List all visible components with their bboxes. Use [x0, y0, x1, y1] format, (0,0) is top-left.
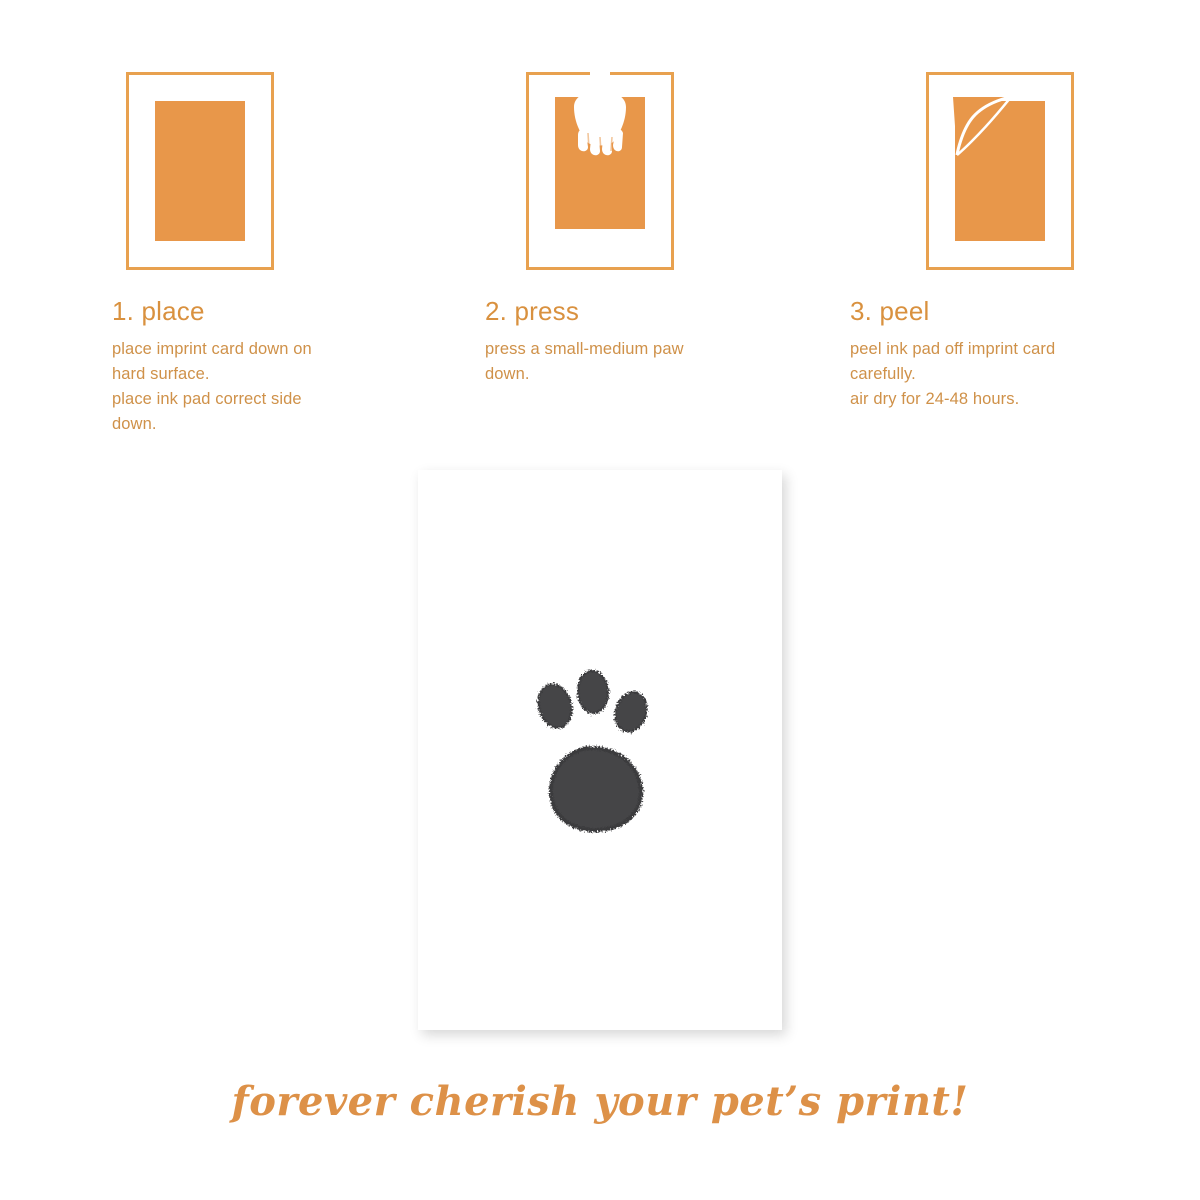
peel-corner-icon — [953, 97, 1013, 159]
step-text-line: place imprint card down on — [112, 340, 312, 358]
step-text-line: press a small-medium paw — [485, 340, 684, 358]
paw-print-result-card — [418, 470, 782, 1030]
step-peel-description — [800, 337, 1200, 412]
step-place — [0, 0, 400, 437]
step-press-title: 2. press — [485, 296, 580, 326]
step-text-line: hard surface. — [112, 365, 210, 383]
ink-pad-shape — [155, 101, 245, 241]
steps-row — [0, 0, 1200, 437]
dog-paw-print-icon — [515, 650, 685, 850]
imprint-card-icon — [126, 72, 274, 270]
step-text-line: down. — [485, 365, 530, 383]
step-place-illustration — [0, 0, 400, 270]
peel-card-icon — [926, 72, 1074, 270]
step-text-line: place ink pad correct side — [112, 390, 302, 408]
paw-hand-icon — [564, 37, 636, 167]
step-text-line: peel ink pad off imprint card — [850, 340, 1056, 358]
step-peel-illustration — [800, 0, 1200, 270]
step-press-illustration — [400, 0, 800, 270]
step-text-line: carefully. — [850, 365, 916, 383]
step-peel-title: 3. peel — [850, 296, 930, 326]
step-place-description — [0, 337, 400, 437]
step-peel — [800, 0, 1200, 437]
step-text-line: down. — [112, 415, 157, 433]
paw-press-icon — [526, 72, 674, 270]
step-place-title: 1. place — [112, 296, 205, 326]
step-press — [400, 0, 800, 437]
step-press-description — [400, 337, 800, 387]
tagline: forever cherish your pet’s print! — [231, 1078, 969, 1125]
step-text-line: air dry for 24-48 hours. — [850, 390, 1020, 408]
